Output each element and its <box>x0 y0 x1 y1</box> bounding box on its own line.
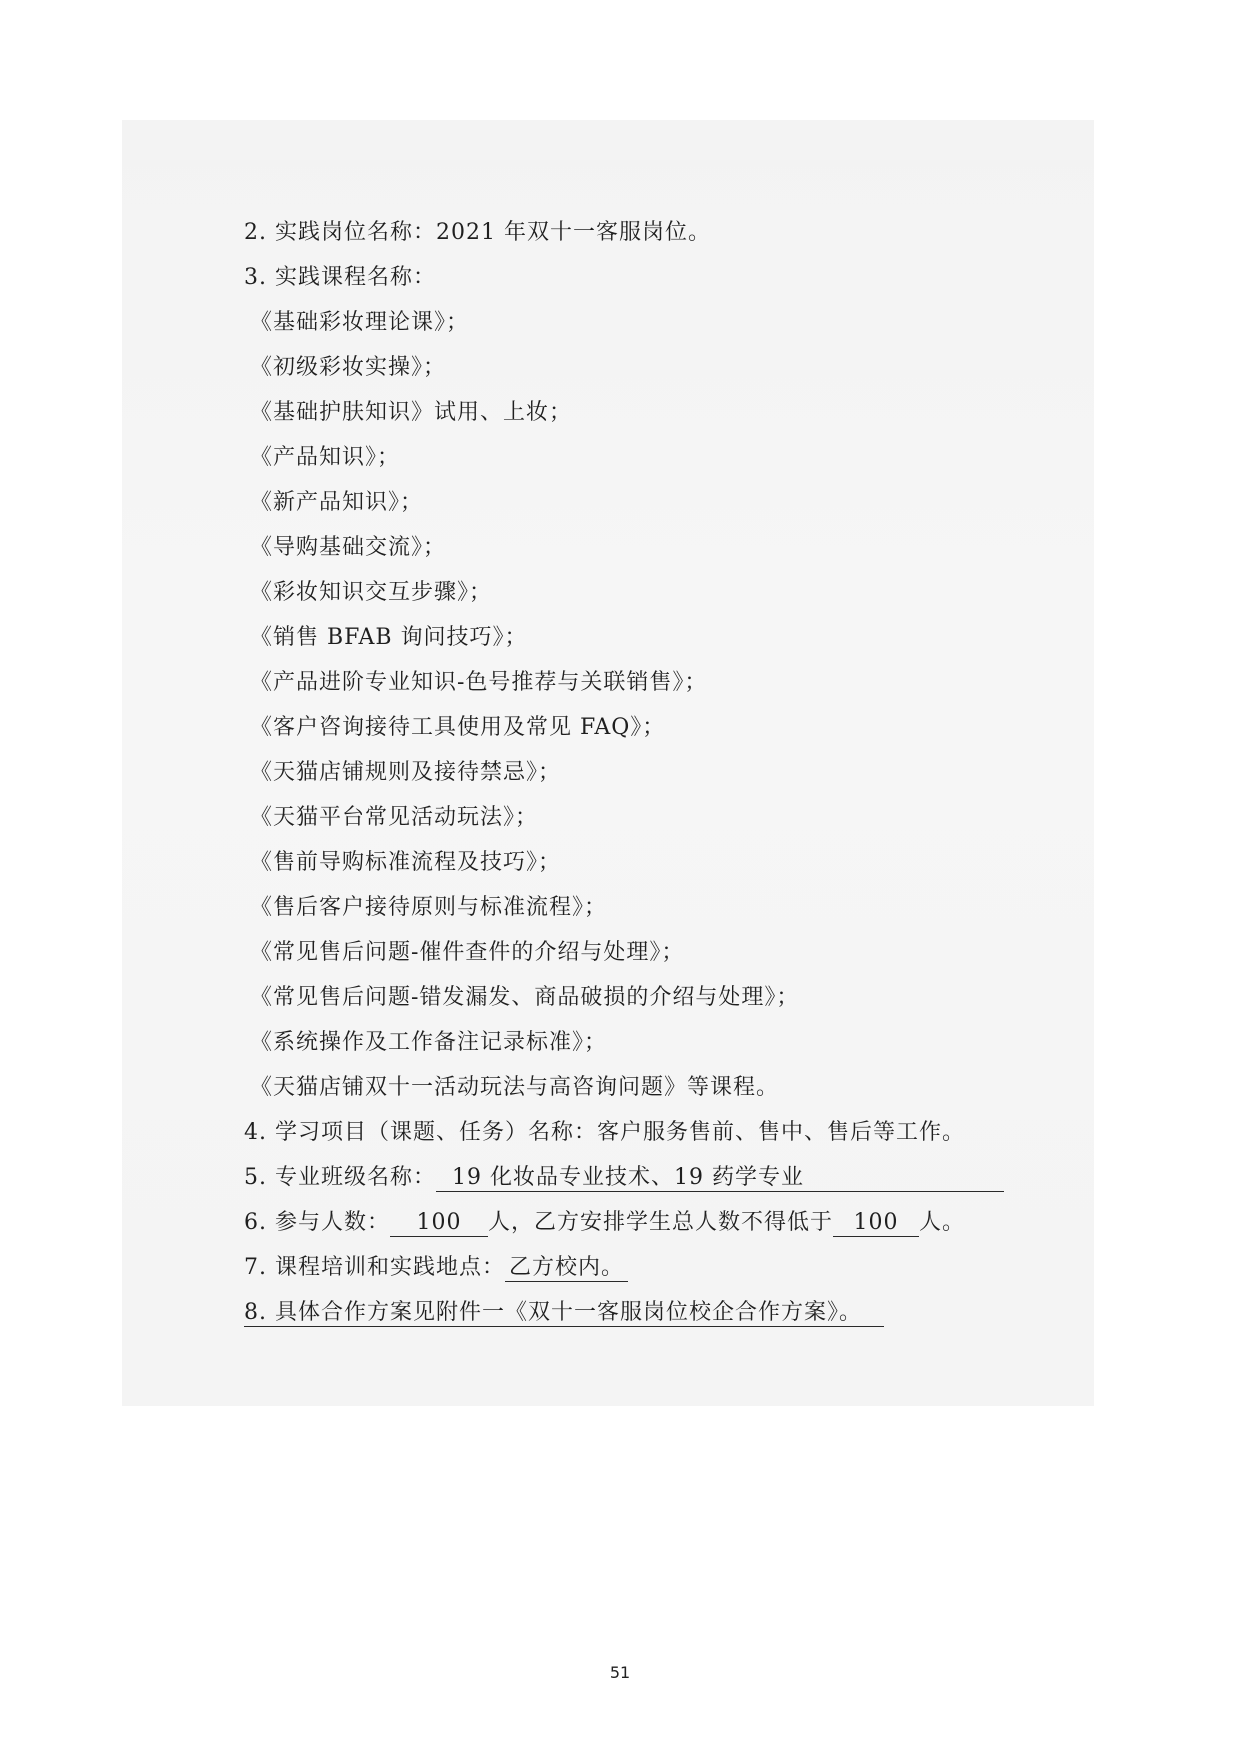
training-location-label: 7. 课程培训和实践地点： <box>244 1255 505 1280</box>
practice-position-line: 2. 实践岗位名称：2021 年双十一客服岗位。 <box>244 220 711 245</box>
participant-requirement-text: 人，乙方安排学生总人数不得低于 <box>487 1210 833 1235</box>
course-item-12: 《天猫平台常见活动玩法》； <box>250 805 539 830</box>
course-item-16: 《常见售后问题-错发漏发、商品破损的介绍与处理》； <box>250 985 800 1010</box>
class-name-label: 5. 专业班级名称： <box>244 1165 436 1190</box>
course-item-11: 《天猫店铺规则及接待禁忌》； <box>250 760 562 785</box>
course-item-18: 《天猫店铺双十一活动玩法与高咨询问题》等课程。 <box>250 1075 780 1100</box>
cooperation-plan-line <box>244 1298 884 1328</box>
minimum-count-value: 100 <box>833 1210 919 1237</box>
course-item-8: 《销售 BFAB 询问技巧》； <box>250 625 528 650</box>
course-item-7: 《彩妆知识交互步骤》； <box>250 580 493 605</box>
course-item-6: 《导购基础交流》； <box>250 535 447 560</box>
learning-project-line: 4. 学习项目（课题、任务）名称：客户服务售前、售中、售后等工作。 <box>244 1120 965 1145</box>
course-item-15: 《常见售后问题-催件查件的介绍与处理》； <box>250 940 685 965</box>
participant-count-label: 6. 参与人数： <box>244 1210 390 1235</box>
training-location-line <box>244 1253 628 1283</box>
course-item-9: 《产品进阶专业知识-色号推荐与关联销售》； <box>250 670 708 695</box>
participant-count-line <box>244 1208 965 1238</box>
page-number: 51 <box>609 1663 631 1682</box>
course-item-2: 《初级彩妆实操》； <box>250 355 447 380</box>
course-item-1: 《基础彩妆理论课》； <box>250 310 470 335</box>
course-item-3: 《基础护肤知识》试用、上妆； <box>250 400 573 425</box>
course-item-4: 《产品知识》； <box>250 445 401 470</box>
course-item-13: 《售前导购标准流程及技巧》； <box>250 850 562 875</box>
cooperation-plan-text: 8. 具体合作方案见附件一《双十一客服岗位校企合作方案》。 <box>244 1300 884 1327</box>
training-location-value: 乙方校内。 <box>505 1255 628 1282</box>
class-name-value: 19 化妆品专业技术、19 药学专业 <box>436 1165 1004 1192</box>
course-item-17: 《系统操作及工作备注记录标准》； <box>250 1030 608 1055</box>
course-item-5: 《新产品知识》； <box>250 490 424 515</box>
participant-end-text: 人。 <box>919 1210 966 1235</box>
course-item-14: 《售后客户接待原则与标准流程》； <box>250 895 608 920</box>
course-item-10: 《客户咨询接待工具使用及常见 FAQ》； <box>250 715 666 740</box>
class-name-line <box>244 1163 1004 1193</box>
participant-count-value: 100 <box>390 1210 488 1237</box>
course-names-heading: 3. 实践课程名称： <box>244 265 436 290</box>
